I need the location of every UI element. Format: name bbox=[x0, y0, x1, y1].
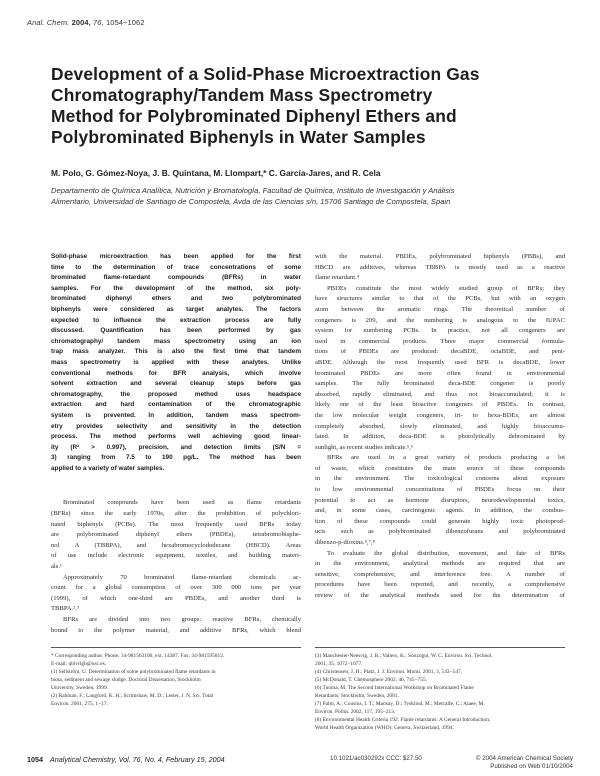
body-line: ucts such as polybrominated dibenzofurans and polybrominated bbox=[315, 528, 565, 536]
body-line: absorbed, rapidly eliminated, and thus not bioaccumulated; it is bbox=[315, 390, 565, 398]
body-line: Brominated compounds have been used as flame retardants bbox=[63, 499, 301, 507]
abstract-line: mass spectrometry is applied with these analytes. Unlike bbox=[51, 358, 301, 366]
body-line: als.¹ bbox=[51, 563, 62, 571]
body-line: HBCD are additives, whereas TBBPA is mostly used as a reactive bbox=[315, 263, 565, 271]
body-line: (1999), of which one-third are PBDEs, and another third is bbox=[51, 594, 301, 602]
abstract-line: ity (R² > 0.997), precision, and detection limits (S/N = bbox=[51, 443, 301, 451]
body-line: TBBPA.²,³ bbox=[51, 605, 79, 613]
footnote-divider bbox=[51, 647, 301, 648]
abstract-line: solvent extraction and several cleanup steps before gas bbox=[51, 380, 301, 388]
affiliation-line: Departamento de Química Analítica, Nutrición y Bromatología, Facultad de Química, Instituto de Investigación y Análisis bbox=[51, 186, 455, 195]
author-list: M. Polo, G. Gómez-Noya, J. B. Quintana, M. Llompart,* C. García-Jares, and R. Cela bbox=[51, 168, 381, 178]
body-line: in the environment, analytical methods are required that are bbox=[315, 560, 565, 568]
footnote-line: (7) Palm, A.; Cousins, I. T.; Mackay, D.; Tysklind, M.; Metcalfe, C.; Alaee, M. bbox=[315, 701, 485, 707]
footnote-line: * Corresponding author. Phone: 34-981563100, ext. 14387. Fax: 34-981595012. bbox=[51, 653, 225, 659]
page-number: 1054 bbox=[27, 755, 43, 764]
body-line: of waste, which constitutes the main source of these compounds bbox=[315, 464, 565, 472]
body-line: the low molecular weight congeners, tri- to hexa-BDEs, are almost bbox=[315, 411, 565, 419]
body-line: flame retardant.⁴ bbox=[315, 274, 360, 282]
body-line: sunlight, as recent studies indicate.⁵,⁶ bbox=[315, 443, 414, 451]
body-line: with the material. PBDEs, polybrominated biphenyls (PBBs), and bbox=[315, 253, 565, 260]
footnote-line: (2) Rahman, F.; Langford, K. H.; Scrimshaw, M. D.; Lester, J. N. Sci. Total bbox=[51, 693, 214, 699]
body-line: Approximately 70 brominated flame-retardant chemicals ac- bbox=[63, 573, 301, 581]
body-line: PBDEs constitute the most widely studied group of BFRs; they bbox=[327, 284, 565, 292]
introduction-left bbox=[51, 498, 301, 636]
body-line: potential to act as hormone disruptors, neurodevelopmental toxics, bbox=[315, 496, 565, 504]
footnote-line: (6) Tuoma, M. The Second International Workshop on Brominated Flame bbox=[315, 685, 474, 691]
body-line: BFRs are divided into two groups: reactive BFRs, chemically bbox=[63, 616, 301, 623]
body-line: (BFRs) since the early 1970s, after the prohibition of polychlori- bbox=[51, 510, 301, 518]
abstract-line: process. The method performs well achieving good linear- bbox=[51, 433, 301, 441]
body-line: samples. The fully brominated deca-BDE congener is poorly bbox=[315, 380, 565, 388]
footnote-line: Environ. Pollut. 2002, 117, 195−213. bbox=[315, 709, 396, 715]
journal-volume: 76, bbox=[93, 18, 104, 27]
footnote-divider bbox=[315, 647, 565, 648]
body-line: To evaluate the global distribution, movement, and fate of BFRs bbox=[327, 549, 565, 557]
body-line: brominated PBDEs are more often found in environmental bbox=[315, 369, 565, 377]
footnote-line: 2001, 35, 1072−1077. bbox=[315, 661, 363, 667]
footnote-line: biota, sediment and sewage sludge. Doctoral Dissertation, Stockholm bbox=[51, 677, 201, 683]
body-line: aBDE. Although the most frequently used BFR is decaBDE, lower bbox=[315, 358, 565, 366]
footnote-line: Retardants; Stockholm, Sweden, 2001. bbox=[315, 693, 399, 699]
footnote-line: (4) Christensen, J. H.; Platz, J. J. Environ. Monit. 2001, 3, 543−547. bbox=[315, 669, 463, 675]
abstract-line: 3) ranging from 7.5 to 190 pg/L. The method has been bbox=[51, 454, 301, 462]
footer-doi: 10.1021/ac030292x CCC: $27.50 bbox=[330, 755, 422, 762]
copyright: © 2004 American Chemical Society bbox=[475, 755, 573, 762]
abstract-line: extraction and hard contamination of the chromatographic bbox=[51, 401, 301, 409]
journal-name: Anal. Chem. bbox=[27, 18, 70, 27]
footnote-line: World Health Organization (WHO): Geneva, Switzerland, 1994. bbox=[315, 725, 454, 731]
abstract-line: brominated diphenyl ethers and two polybrominated bbox=[51, 295, 301, 303]
abstract-line: etry provides selectivity and sensitivity in the detection bbox=[51, 422, 301, 430]
title-line: Development of a Solid-Phase Microextraction Gas bbox=[51, 64, 480, 84]
abstract-line: discussed. Quantification has been performed by gas bbox=[51, 327, 301, 335]
affiliation bbox=[51, 185, 571, 207]
right-column bbox=[315, 252, 565, 602]
body-line: lated. In addition, deca-BDE is photolytically debrominated by bbox=[315, 433, 565, 441]
affiliation-line: Alimentario, Universidad de Santiago de Compostela, Avda de las Ciencias s/n, 15706 Santiago de Compostela, Spain bbox=[51, 197, 451, 206]
abstract-line: biphenyls were considered as target analytes. The factors bbox=[51, 305, 301, 313]
journal-pages: 1054−1062 bbox=[105, 18, 145, 27]
body-line: system for numbering PCBs. In practice, not all congeners are bbox=[315, 327, 565, 335]
abstract-line: trap mass analyzer. This is also the first time that tandem bbox=[51, 348, 301, 356]
title-line: Polybrominated Biphenyls in Water Samples bbox=[51, 127, 426, 147]
body-line: to low environmental concentrations of PBDEs focus on their bbox=[315, 486, 565, 494]
title-line: Chromatography/Tandem Mass Spectrometry bbox=[51, 85, 433, 105]
abstract-line: system is prevented. In addition, tandem mass spectrom- bbox=[51, 411, 301, 419]
body-line: review of the analytical methods used for the determination of bbox=[315, 592, 565, 599]
body-line: are polybrominated diphenyl ethers (PBDEs), tetrabromobisphe- bbox=[51, 531, 301, 539]
body-line: atom between the aromatic rings. The theoretical number of bbox=[315, 305, 565, 313]
abstract-line: time to the determination of trace concentrations of some bbox=[51, 263, 301, 271]
footnotes-right bbox=[315, 652, 565, 732]
body-line: have structures similar to that of the PCBs, but with an oxygen bbox=[315, 295, 565, 303]
abstract-line: expected to influence the extraction process are fully bbox=[51, 316, 301, 324]
journal-year: 2004, bbox=[71, 18, 91, 27]
body-line: likely one of the least bioactive congeners of PBDEs. In contrast, bbox=[315, 401, 565, 409]
footnote-line: (8) Environmental Health Criteria 192. Flame retardants: A General Introduction; bbox=[315, 717, 491, 723]
footnote-line: Environ. 2001, 275, 1−17. bbox=[51, 701, 108, 707]
page-footer-left bbox=[27, 755, 225, 764]
footnote-line: (5) McDonald, T. Chemosphere 2002, 46, 745−755. bbox=[315, 677, 427, 683]
title-line: Method for Polybrominated Diphenyl Ethers and bbox=[51, 106, 457, 126]
body-line: and, in some cases, carcinogenic agents. In addition, the combus- bbox=[315, 507, 565, 515]
body-line: nated biphenyls (PCBs). The most frequently used BFRs today bbox=[51, 520, 301, 528]
body-line: in the environment. The toxicological concerns about exposure bbox=[315, 475, 565, 483]
body-line: procedures have been reported, and recently, a comprehensive bbox=[315, 581, 565, 589]
abstract bbox=[51, 252, 301, 474]
body-line: BFRs are used in a great variety of products producing a lot bbox=[327, 454, 565, 462]
journal-reference bbox=[27, 18, 145, 27]
footnote-line: (3) Manchester-Neesvig, J. B.; Valters, K.; Sonzogni, W. C. Environ. Sci. Technol. bbox=[315, 653, 493, 659]
abstract-line: chromatography, the proposed method uses headspace bbox=[51, 390, 301, 398]
footnote-line: University, Sweden, 1999. bbox=[51, 685, 108, 691]
spacer bbox=[51, 474, 301, 486]
body-line: of use include electronic equipment, textiles, and building materi- bbox=[51, 552, 301, 560]
footnote-line: (1) Sellström, U. Determination of some polybrominated flame retardants in bbox=[51, 669, 216, 675]
abstract-line: chromatography/ tandem mass spectrometry using an ion bbox=[51, 337, 301, 345]
body-line: nol A (TBBPA), and hexabromocyclododecane (HBCD). Areas bbox=[51, 541, 301, 549]
footnotes-left bbox=[51, 652, 301, 708]
body-line: used in commercial products. Three major commercial formula- bbox=[315, 337, 565, 345]
abstract-line: applied to a variety of water samples. bbox=[51, 464, 165, 472]
body-line: congeners is 209, and the numbering is analogous to the IUPAC bbox=[315, 316, 565, 324]
published-date: Published on Web 01/10/2004 bbox=[490, 763, 573, 770]
body-line: dibenzo-p-dioxins.⁵,⁷,⁸ bbox=[315, 539, 375, 547]
page-footer-right bbox=[476, 755, 573, 771]
footnote-line: E-mail: qblvrlgb@usc.es. bbox=[51, 661, 107, 667]
body-line: tions of PBDEs are produced: decaBDE, octaBDE, and pent- bbox=[315, 348, 565, 356]
abstract-line: brominated flame-retardant compounds (BFRs) in water bbox=[51, 274, 301, 282]
body-line: tion of these compounds could generate highly toxic photoprod- bbox=[315, 517, 565, 525]
body-line: completely absorbed, slowly eliminated, and highly bioaccumu- bbox=[315, 422, 565, 430]
abstract-line: conventional methods for BFR analysis, which involve bbox=[51, 369, 301, 377]
article-title bbox=[51, 64, 571, 148]
body-line: count for a global consumption of over 300 000 tons per year bbox=[51, 584, 301, 592]
footer-journal: Analytical Chemistry, Vol. 76, No. 4, February 15, 2004 bbox=[50, 755, 225, 764]
body-line: bound to the polymer material, and additive BFRs, which blend bbox=[51, 626, 301, 634]
abstract-line: samples. For the development of the method, six poly- bbox=[51, 284, 301, 292]
body-line: sensitive, comprehensive, and interference free. A number of bbox=[315, 570, 565, 578]
spacer bbox=[51, 486, 301, 498]
abstract-line: Solid-phase microextraction has been applied for the first bbox=[51, 253, 301, 260]
left-column bbox=[51, 252, 301, 636]
